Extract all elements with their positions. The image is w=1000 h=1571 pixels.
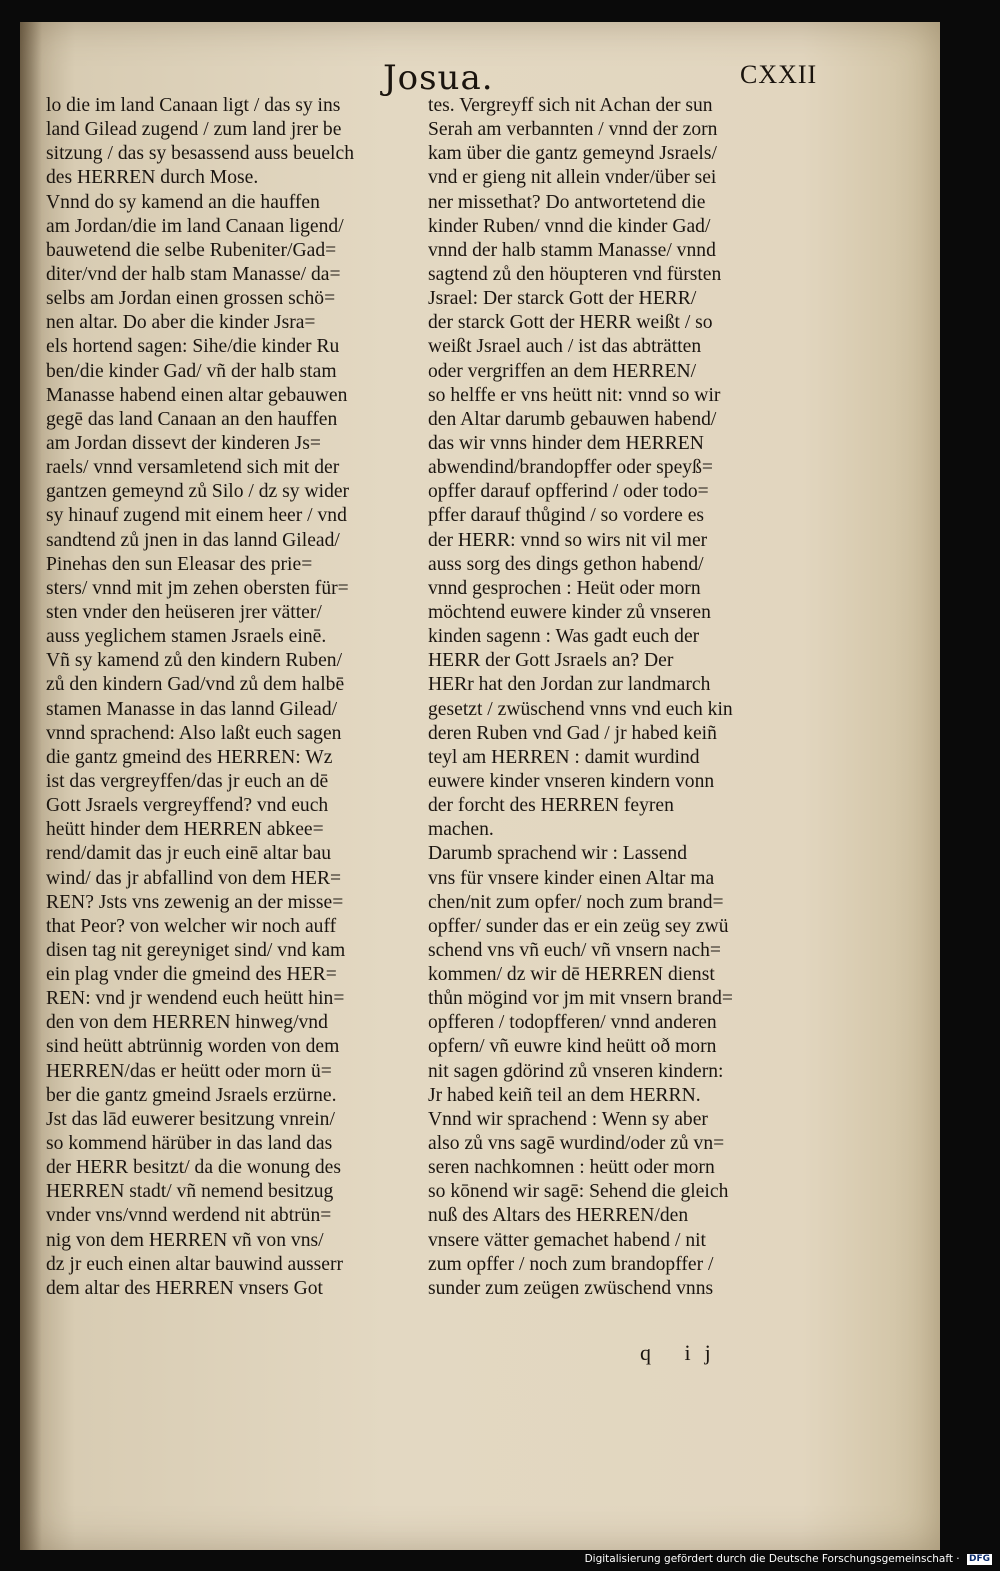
text-line: vnnd gesprochen : Heüt oder morn — [428, 577, 701, 599]
text-line: HERR der Gott Jsraels an? Der — [428, 650, 674, 672]
text-line: auss sorg des dings gethon habend/ — [428, 553, 704, 575]
text-line: selbs am Jordan einen grossen schö= — [46, 288, 336, 310]
text-line: that Peor? von welcher wir noch auff — [46, 915, 337, 937]
text-line: chen/nit zum opfer/ noch zum brand= — [428, 891, 724, 913]
text-line: euwere kinder vnseren kindern vonn — [428, 770, 715, 792]
text-line: so kommend härüber in das land das — [46, 1133, 333, 1155]
text-line: ber die gantz gmeind Jsraels erzürne. — [46, 1084, 337, 1106]
text-line: am Jordan/die im land Canaan ligend/ — [46, 215, 344, 237]
text-line: heütt hinder dem HERREN abkee= — [46, 819, 324, 841]
text-line: rend/damit das jr euch einē altar bau — [46, 843, 332, 865]
text-line: schend vns vñ euch/ vñ vnsern nach= — [428, 939, 721, 961]
text-line: abwendind/brandopffer oder speyß= — [428, 457, 713, 479]
text-line: Vnnd wir sprachend : Wenn sy aber — [428, 1108, 708, 1130]
text-line: so helffe er vns heütt nit: vnnd so wir — [428, 384, 721, 406]
right-text-column — [428, 94, 810, 1301]
text-line: kommen/ dz wir dē HERREN dienst — [428, 964, 715, 986]
text-line: den von dem HERREN hinweg/vnd — [46, 1012, 328, 1034]
text-line: vnder vns/vnnd werdend nit abtrün= — [46, 1205, 332, 1227]
left-text-column — [46, 94, 420, 1301]
text-line: nen altar. Do aber die kinder Jsra= — [46, 312, 316, 334]
text-line: ist das vergreyffen/das jr euch an dē — [46, 770, 329, 792]
text-line: der HERR besitzt/ da die wonung des — [46, 1157, 341, 1179]
text-line: vnsere vätter gemachet habend / nit — [428, 1229, 707, 1251]
text-line: ner missethat? Do antwortetend die — [428, 191, 706, 213]
text-line: deren Ruben vnd Gad / jr habed keiñ — [428, 722, 717, 744]
text-line: REN: vnd jr wendend euch heütt hin= — [46, 988, 345, 1010]
text-line: raels/ vnnd versamletend sich mit der — [46, 457, 340, 479]
text-line: den Altar darumb gebauwen habend/ — [428, 408, 717, 430]
text-line: zum opffer / noch zum brandopffer / — [428, 1253, 714, 1275]
text-line: vnnd sprachend: Also laßt euch sagen — [46, 722, 342, 744]
text-line: opffer/ sunder das er ein zeüg sey zwü — [428, 915, 729, 937]
text-line: vnnd der halb stamm Manasse/ vnnd — [428, 239, 716, 261]
text-line: auss yeglichem stamen Jsraels einē. — [46, 626, 327, 648]
text-line: oder vergriffen an dem HERREN/ — [428, 360, 697, 382]
text-line: opffer darauf opfferind / oder todo= — [428, 481, 709, 503]
text-line: dem altar des HERREN vnsers Got — [46, 1277, 323, 1299]
text-line: stamen Manasse in das lannd Gilead/ — [46, 698, 338, 720]
text-line: land Gilead zugend / zum land jrer be — [46, 119, 342, 141]
text-line: sagtend zů den höupteren vnd fürsten — [428, 263, 722, 285]
text-line: bauwetend die selbe Rubeniter/Gad= — [46, 239, 337, 261]
text-line: kinden sagenn : Was gadt euch der — [428, 626, 700, 648]
text-line: nit sagen gdörind zů vnseren kindern: — [428, 1060, 724, 1082]
text-line: der forcht des HERREN feyren — [428, 795, 674, 817]
book-page — [20, 22, 940, 1550]
signature-mark: q ij — [640, 1340, 725, 1365]
text-line: HERr hat den Jordan zur landmarch — [428, 674, 711, 696]
text-line: Vñ sy kamend zů den kindern Ruben/ — [46, 650, 343, 672]
text-line: sitzung / das sy besassend auss beuelch — [46, 143, 354, 165]
text-line: der HERR: vnnd so wirs nit vil mer — [428, 529, 708, 551]
text-line: sten vnder den heüseren jrer vätter/ — [46, 601, 322, 623]
text-line: gegē das land Canaan an den hauffen — [46, 408, 338, 430]
text-line: pffer darauf thůgind / so vordere es — [428, 505, 705, 527]
text-line: els hortend sagen: Sihe/die kinder Ru — [46, 336, 340, 358]
text-line: Jr habed keiñ teil an dem HERRN. — [428, 1084, 701, 1106]
text-line: vns für vnsere kinder einen Altar ma — [428, 867, 715, 889]
page-gutter-shadow — [20, 22, 42, 1550]
text-line: vnd er gieng nit allein vnder/über sei — [428, 167, 717, 189]
text-line: ben/die kinder Gad/ vñ der halb stam — [46, 360, 337, 382]
text-line: die gantz gmeind des HERREN: Wz — [46, 746, 333, 768]
text-line: Jst das lād euwerer besitzung vnrein/ — [46, 1108, 335, 1130]
text-line: wind/ das jr abfallind von dem HER= — [46, 867, 342, 889]
text-line: HERREN stadt/ vñ nemend besitzug — [46, 1181, 334, 1203]
text-line: HERREN/das er heütt oder morn ü= — [46, 1060, 332, 1082]
dfg-logo: DFG — [968, 1553, 990, 1564]
text-line: möchtend euwere kinder zů vnseren — [428, 601, 711, 623]
text-line: der starck Gott der HERR weißt / so — [428, 312, 713, 334]
text-line: sy hinauf zugend mit einem heer / vnd — [46, 505, 347, 527]
text-line: gesetzt / zwüschend vnns vnd euch kin — [428, 698, 733, 720]
text-line: Manasse habend einen altar gebauwen — [46, 384, 348, 406]
text-line: sind heütt abtrünnig worden von dem — [46, 1036, 340, 1058]
text-line: Pinehas den sun Eleasar des prie= — [46, 553, 313, 575]
text-line: opfferen / todopfferen/ vnnd anderen — [428, 1012, 717, 1034]
text-line: opfern/ vñ euwre kind heütt oð morn — [428, 1036, 717, 1058]
text-line: nig von dem HERREN vñ von vns/ — [46, 1229, 324, 1251]
text-line: diter/vnd der halb stam Manasse/ da= — [46, 263, 341, 285]
text-line: Gott Jsraels vergreyffend? vnd euch — [46, 795, 329, 817]
text-line: Serah am verbannten / vnnd der zorn — [428, 119, 718, 141]
text-line: Darumb sprachend wir : Lassend — [428, 843, 687, 865]
text-line: am Jordan dissevt der kinderen Js= — [46, 432, 321, 454]
credit-text: Digitalisierung gefördert durch die Deutsche Forschungsgemeinschaft — [584, 1553, 953, 1565]
folio-number: CXXII — [740, 60, 818, 89]
text-line: zů den kindern Gad/vnd zů dem halbē — [46, 674, 345, 696]
text-line: thůn mögind vor jm mit vnsern brand= — [428, 988, 733, 1010]
text-line: das wir vnns hinder dem HERREN — [428, 432, 704, 454]
text-line: des HERREN durch Mose. — [46, 167, 259, 189]
text-line: tes. Vergreyff sich nit Achan der sun — [428, 95, 713, 116]
text-line: lo die im land Canaan ligt / das sy ins — [46, 95, 341, 116]
text-line: seren nachkomnen : heütt oder morn — [428, 1157, 715, 1179]
text-line: sters/ vnnd mit jm zehen obersten für= — [46, 577, 349, 599]
text-line: so kōnend wir sagē: Sehend die gleich — [428, 1181, 729, 1203]
text-line: machen. — [428, 819, 494, 841]
text-line: kam über die gantz gemeynd Jsraels/ — [428, 143, 717, 165]
text-line: Vnnd do sy kamend an die hauffen — [46, 191, 320, 213]
text-line: disen tag nit gereyniget sind/ vnd kam — [46, 939, 346, 961]
text-line: teyl am HERREN : damit wurdind — [428, 746, 700, 768]
text-line: sunder zum zeügen zwüschend vnns — [428, 1277, 714, 1299]
text-line: also zů vns sagē wurdind/oder zů vn= — [428, 1133, 725, 1155]
running-head: Josua. — [383, 58, 494, 98]
text-line: ein plag vnder die gmeind des HER= — [46, 964, 337, 986]
text-line: kinder Ruben/ vnnd die kinder Gad/ — [428, 215, 711, 237]
text-line: nuß des Altars des HERREN/den — [428, 1205, 689, 1227]
text-line: REN? Jsts vns zewenig an der misse= — [46, 891, 344, 913]
text-line: dz jr euch einen altar bauwind ausserr — [46, 1253, 344, 1275]
digitization-credit: Digitalisierung gefördert durch die Deutsche Forschungsgemeinschaft · DFG — [584, 1553, 990, 1565]
text-line: weißt Jsrael auch / ist das abträtten — [428, 336, 702, 358]
text-line: Jsrael: Der starck Gott der HERR/ — [428, 288, 697, 310]
text-line: sandtend zů jnen in das lannd Gilead/ — [46, 529, 340, 551]
text-line: gantzen gemeynd zů Silo / dz sy wider — [46, 481, 350, 503]
